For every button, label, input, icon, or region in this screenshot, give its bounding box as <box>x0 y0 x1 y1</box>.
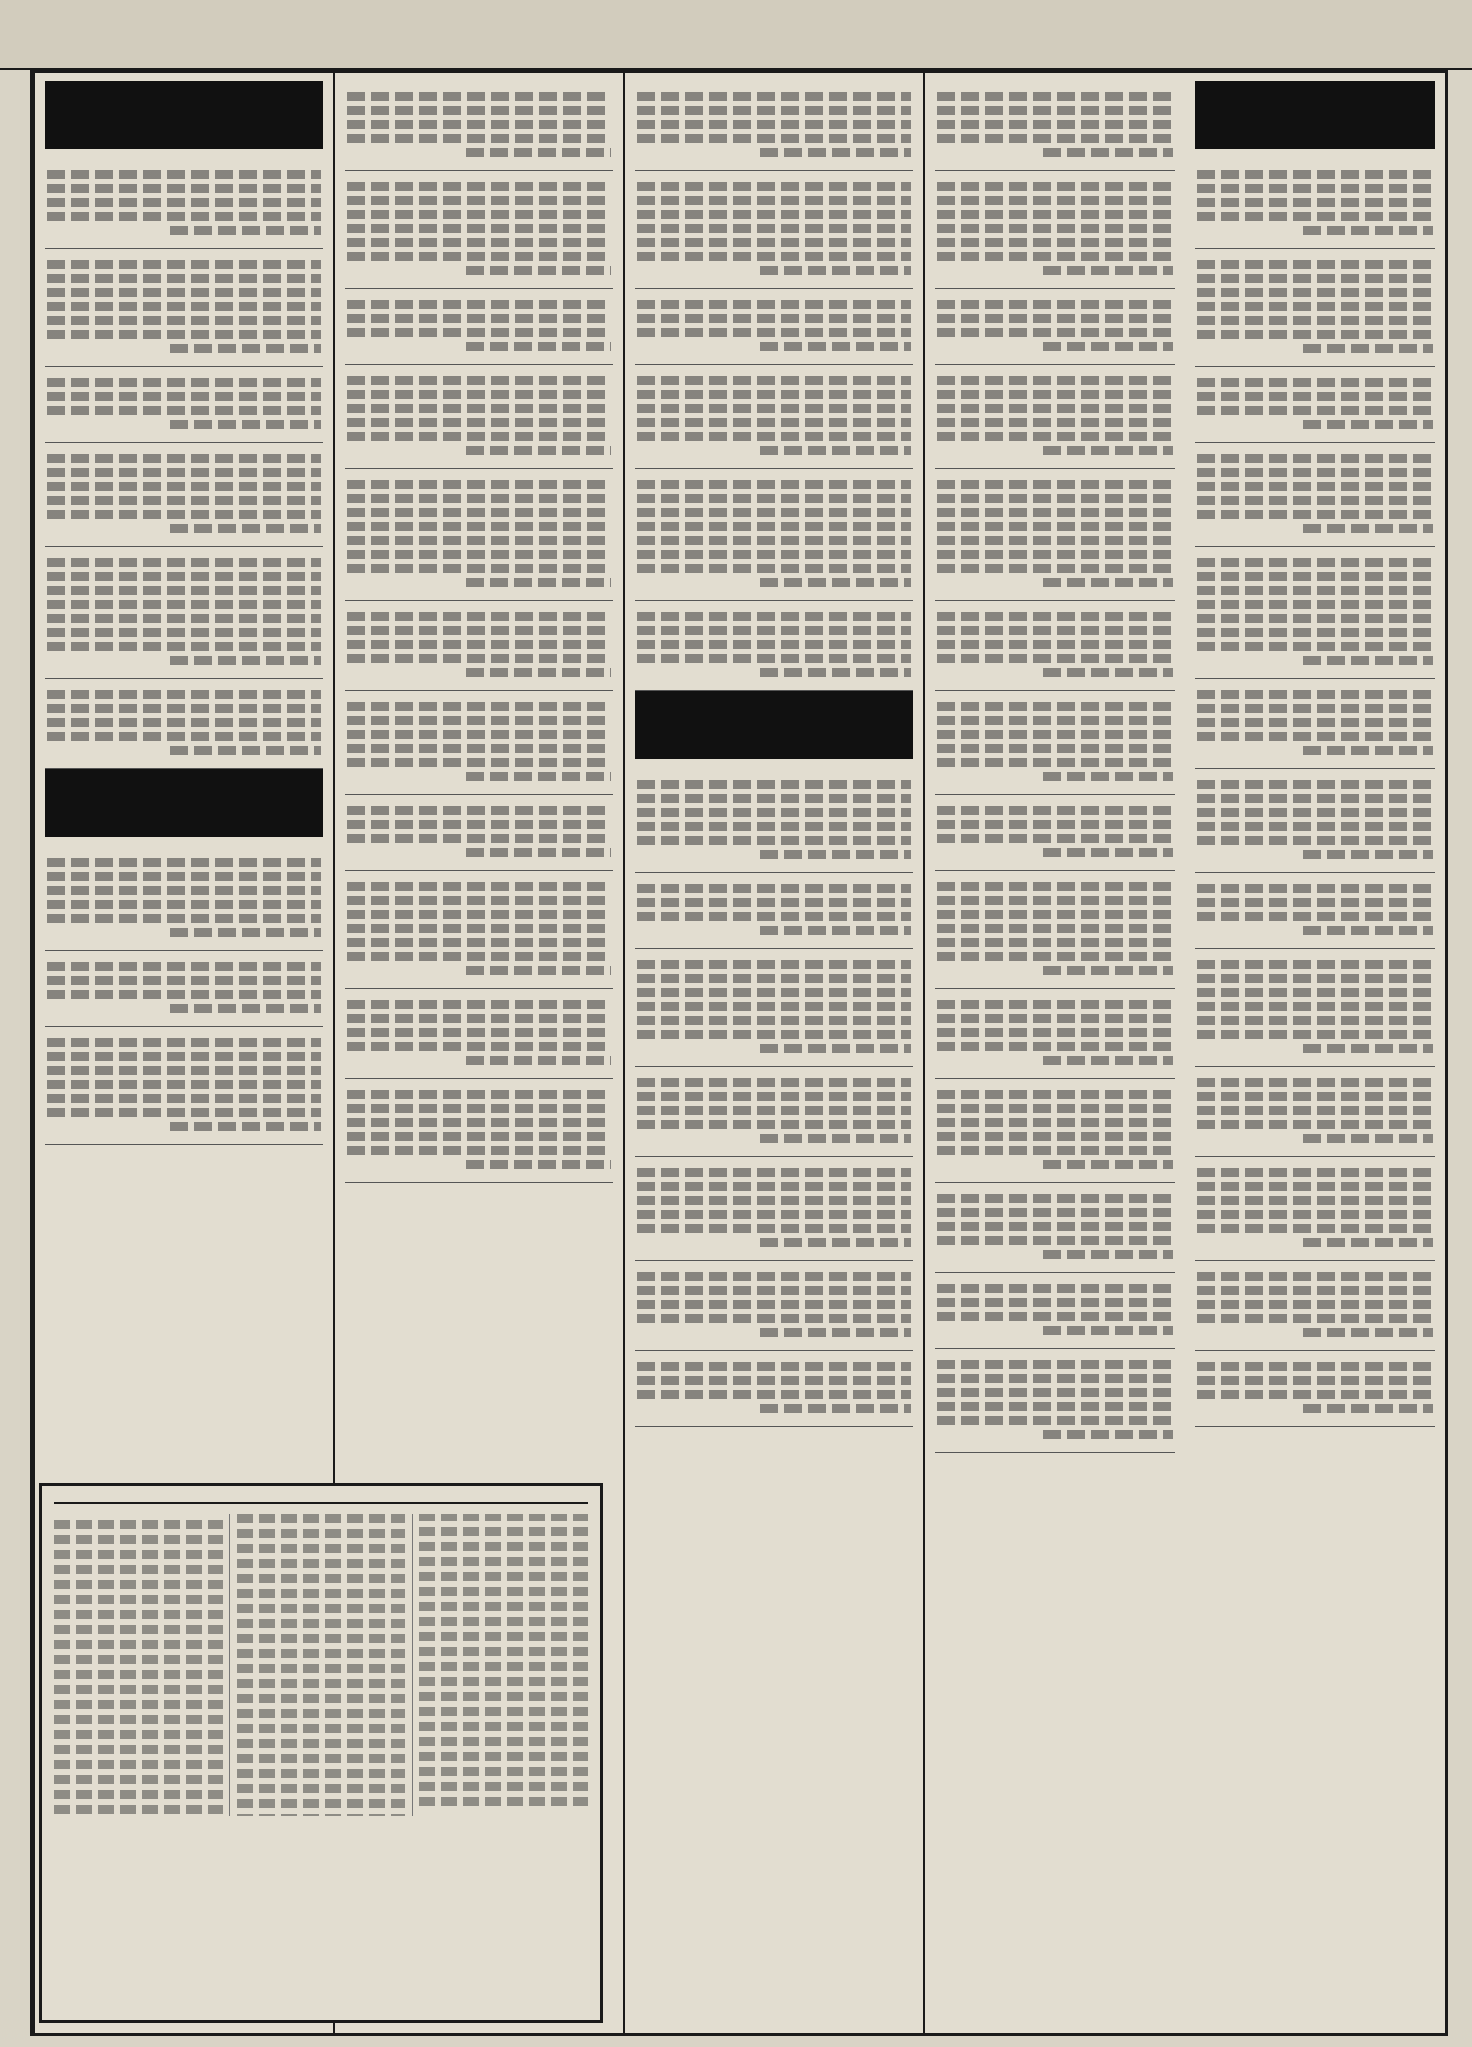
notice-item <box>45 847 323 951</box>
notice-body-text <box>937 1090 1173 1169</box>
notice-item <box>45 547 323 679</box>
column-right-center <box>923 73 1185 2033</box>
notice-body-text <box>47 962 321 1013</box>
notice-item <box>635 1157 913 1261</box>
notice-item <box>635 601 913 691</box>
notice-item <box>345 365 613 469</box>
notice-body-text <box>1197 260 1433 353</box>
notice-body-text <box>1197 780 1433 859</box>
notice-list <box>1195 159 1435 1427</box>
notice-item <box>1195 679 1435 769</box>
notice-item <box>635 769 913 873</box>
notice-body-text <box>347 882 611 975</box>
notice-list <box>45 159 323 1145</box>
notice-item <box>45 159 323 249</box>
notice-body-text <box>1197 884 1433 935</box>
notice-body-text <box>637 1362 911 1413</box>
notice-body-text <box>47 260 321 353</box>
notice-item <box>935 601 1175 691</box>
notice-body-text <box>937 806 1173 857</box>
notice-body-text <box>937 1000 1173 1065</box>
notice-body-text <box>937 480 1173 587</box>
notice-body-text <box>937 376 1173 455</box>
notice-body-text <box>347 182 611 275</box>
notice-item <box>45 1027 323 1145</box>
notice-body-text <box>47 454 321 533</box>
notice-item <box>1195 769 1435 873</box>
page-header <box>0 0 1472 70</box>
notice-item <box>635 289 913 365</box>
notice-item <box>635 949 913 1067</box>
notice-body-text <box>937 182 1173 275</box>
notice-body-text <box>1197 170 1433 235</box>
notice-body-text <box>1197 690 1433 755</box>
notice-body-text <box>347 1000 611 1065</box>
banner-mourning <box>1195 81 1435 149</box>
notice-body-text <box>347 806 611 857</box>
notice-body-text <box>937 612 1173 677</box>
notice-body-text <box>47 558 321 665</box>
notice-body-text <box>937 92 1173 157</box>
notice-item <box>345 81 613 171</box>
notice-item <box>635 1067 913 1157</box>
notice-body-text <box>347 702 611 781</box>
notice-body-text <box>347 1090 611 1169</box>
notice-item <box>345 171 613 289</box>
notice-item <box>345 289 613 365</box>
notice-item <box>935 691 1175 795</box>
column-mourning-notices <box>1185 73 1445 2033</box>
notice-body-text <box>637 612 911 677</box>
banner-gratitude <box>45 769 323 837</box>
notice-item <box>635 365 913 469</box>
notice-body-text <box>937 1194 1173 1259</box>
notice-item <box>935 171 1175 289</box>
notice-body-text <box>1197 558 1433 665</box>
content-frame <box>30 70 1448 2036</box>
notice-item <box>1195 159 1435 249</box>
notice-body-text <box>47 1038 321 1131</box>
notice-item <box>345 601 613 691</box>
banner-condolence-secondary <box>635 691 913 759</box>
notice-body-text <box>1197 1168 1433 1247</box>
notice-body-text <box>47 170 321 235</box>
notice-body-text <box>347 92 611 157</box>
notice-item <box>1195 249 1435 367</box>
notice-item <box>935 81 1175 171</box>
notice-body-text <box>637 1078 911 1143</box>
notice-body-text <box>637 1272 911 1337</box>
notice-item <box>345 871 613 989</box>
notice-item <box>635 81 913 171</box>
notice-item <box>935 1183 1175 1273</box>
notice-item <box>635 171 913 289</box>
notice-item <box>45 443 323 547</box>
notice-item <box>1195 547 1435 679</box>
notice-item <box>1195 949 1435 1067</box>
notice-body-text <box>637 780 911 859</box>
notice-item <box>935 1079 1175 1183</box>
notice-item <box>935 1273 1175 1349</box>
notice-item <box>935 289 1175 365</box>
notice-body-text <box>347 612 611 677</box>
notice-body-text <box>1197 1078 1433 1143</box>
notice-body-text <box>637 92 911 157</box>
notice-item <box>345 1079 613 1183</box>
notice-item <box>935 795 1175 871</box>
notice-body-text <box>637 960 911 1053</box>
notice-item <box>1195 1067 1435 1157</box>
notice-item <box>635 469 913 601</box>
notice-body-text <box>1197 454 1433 533</box>
notice-item <box>1195 873 1435 949</box>
notice-item <box>45 951 323 1027</box>
notice-body-text <box>1197 1362 1433 1413</box>
notice-body-text <box>1197 1272 1433 1337</box>
news-article <box>39 1483 603 2023</box>
column-center <box>623 73 923 2033</box>
notice-body-text <box>347 376 611 455</box>
notice-body-text <box>1197 960 1433 1053</box>
notice-body-text <box>637 1168 911 1247</box>
notice-item <box>1195 1157 1435 1261</box>
notice-item <box>45 367 323 443</box>
notice-item <box>345 691 613 795</box>
notice-item <box>1195 1351 1435 1427</box>
notice-list <box>635 81 913 1427</box>
notice-body-text <box>637 480 911 587</box>
notice-item <box>635 1351 913 1427</box>
banner-condolence <box>45 81 323 149</box>
notice-body-text <box>47 690 321 755</box>
notice-body-text <box>47 378 321 429</box>
notice-item <box>45 249 323 367</box>
notice-body-text <box>637 300 911 351</box>
notice-item <box>345 469 613 601</box>
notice-body-text <box>347 480 611 587</box>
notice-item <box>935 365 1175 469</box>
notice-body-text <box>637 376 911 455</box>
notice-item <box>635 1261 913 1351</box>
notice-body-text <box>637 884 911 935</box>
notice-body-text <box>937 1284 1173 1335</box>
notice-item <box>1195 367 1435 443</box>
news-headline <box>54 1494 588 1504</box>
notice-body-text <box>637 182 911 275</box>
notice-item <box>635 873 913 949</box>
notice-item <box>935 1349 1175 1453</box>
notice-body-text <box>937 300 1173 351</box>
notice-item <box>1195 443 1435 547</box>
notice-item <box>345 989 613 1079</box>
notice-item <box>935 989 1175 1079</box>
notice-body-text <box>937 702 1173 781</box>
notice-item <box>45 679 323 769</box>
notice-body-text <box>1197 378 1433 429</box>
notice-item <box>345 795 613 871</box>
notice-body-text <box>937 1360 1173 1439</box>
notice-list <box>345 81 613 1183</box>
notice-list <box>935 81 1175 1453</box>
notice-body-text <box>937 882 1173 975</box>
notice-item <box>1195 1261 1435 1351</box>
notice-body-text <box>347 300 611 351</box>
notice-item <box>935 871 1175 989</box>
news-body <box>54 1514 588 1816</box>
notice-body-text <box>47 858 321 937</box>
notice-item <box>935 469 1175 601</box>
